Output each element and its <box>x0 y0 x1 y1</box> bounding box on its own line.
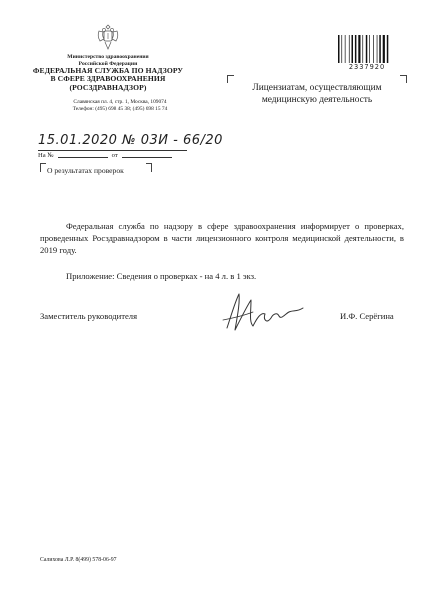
barcode-bar <box>377 35 378 63</box>
barcode-number: 2337920 <box>348 63 386 71</box>
barcode-bar <box>369 35 370 63</box>
address-line-1: Славянская пл. 4, стр. 1, Москва, 109074 <box>73 99 167 105</box>
attachment-note: Приложение: Сведения о проверках - на 4 л. в 1 экз. <box>66 271 257 281</box>
subject-line: О результатах проверок <box>47 166 124 175</box>
barcode-bar <box>352 35 354 63</box>
ref-from: от <box>111 152 118 159</box>
registration-date-number: 15.01.2020 № 03И - 66/20 <box>38 133 223 148</box>
barcode-bar <box>373 35 374 63</box>
ministry-line-1: Министерство здравоохранения <box>67 54 149 60</box>
barcode-bar <box>341 35 342 63</box>
barcode-bar <box>387 35 389 63</box>
barcode-bar <box>379 35 381 63</box>
ref-date-blank <box>122 151 172 158</box>
agency-line-3: (РОСЗДРАВНАДЗОР) <box>69 82 147 92</box>
recipient-line-2: медицинскую деятельность <box>261 95 373 105</box>
agency-name <box>32 67 184 92</box>
recipient-line-1: Лицензиатам, осуществляющим <box>252 83 382 93</box>
address-line-2: Телефон: (495) 698 45 38; (495) 698 15 74 <box>72 106 168 113</box>
barcode-bar <box>355 35 357 63</box>
barcode-bar <box>366 35 368 63</box>
ministry-line-2: Российской Федерации <box>78 60 138 67</box>
coat-of-arms-icon <box>93 22 123 52</box>
signatory-role: Заместитель руководителя <box>40 311 138 321</box>
reference-line <box>38 151 176 160</box>
ref-number-blank <box>58 151 108 158</box>
recipient-block <box>233 82 401 106</box>
executor-contact: Салихова Л.Р. 8(499) 578-06-97 <box>40 557 117 563</box>
barcode <box>337 35 397 65</box>
signatory-name: И.Ф. Серёгина <box>340 311 394 321</box>
barcode-bar <box>338 35 340 63</box>
barcode-bar <box>358 35 360 63</box>
barcode-bar <box>383 35 385 63</box>
handwritten-signature-icon <box>213 288 313 338</box>
barcode-bar <box>349 35 350 63</box>
agency-line-1: ФЕДЕРАЛЬНАЯ СЛУЖБА ПО НАДЗОРУ <box>32 66 184 75</box>
ref-prefix: На № <box>38 152 54 159</box>
agency-line-2: В СФЕРЕ ЗДРАВООХРАНЕНИЯ <box>50 74 166 84</box>
barcode-bar <box>362 35 363 63</box>
body-paragraph: Федеральная служба по надзору в сфере здравоохранения информирует о проверках, проведенных Росздравнадзором в части лицензионного контроля медицинской деятельности, в 2019 году. <box>40 221 404 255</box>
agency-address <box>40 99 200 114</box>
barcode-bar <box>345 35 346 63</box>
